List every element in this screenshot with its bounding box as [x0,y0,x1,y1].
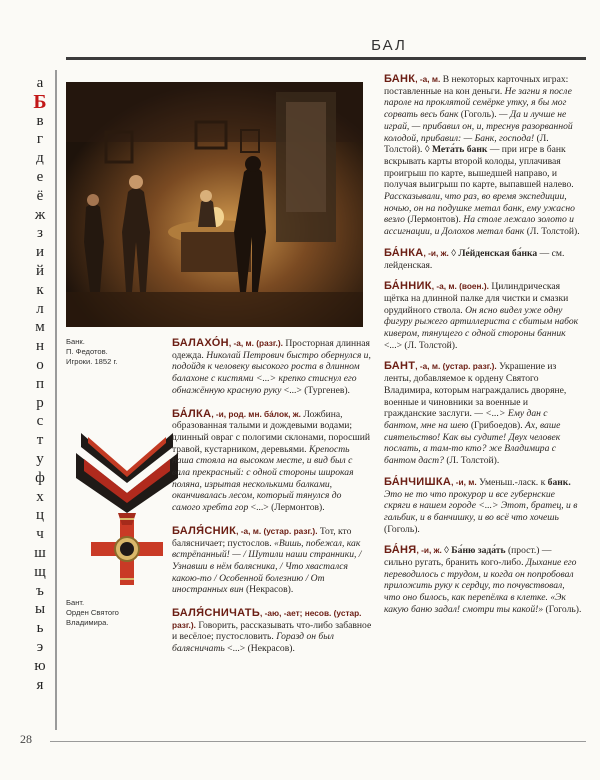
alphabet-letter: ч [36,526,44,543]
painting-caption [66,337,161,367]
entry-source: (Гоголь). [384,523,420,535]
order-of-saint-vladimir-image [66,433,188,593]
entry-grammar: , -и, м. [451,476,477,487]
header-rule [66,57,586,60]
entry-banka [384,248,582,271]
entry-example: «Вишь, побежал, как встрёпанный! — / Шутили наши странники, / Узнавши в нём балясника, / Что хвастался какою-то / Особенной болезнию / От иностранных вин [172,537,362,596]
right-entry-column [384,74,582,623]
alphabet-letter: а [36,75,44,91]
entry-definition: Цилиндрическая щётка на длинной палке для чистки и смазки орудийного ствола. [384,281,569,316]
entry-source: <...> (Л. Толстой). [384,339,458,351]
entry-example: Рассказывали, что раз, во время экспедиции, ночью, он на подушке метал банк, ему ужасно везло [384,191,575,226]
entry-grammar: , -а, м. (воен.). [431,281,489,292]
alphabet-letter: и [35,244,45,261]
alphabet-letter: з [37,225,43,242]
entry-phrase-definition: — см. лейденская. [384,247,565,271]
entry-grammar: , -а, м. (устар. разг.). [236,525,318,536]
entry-headword: БА́НЧИШКА [384,475,452,488]
page-number: 28 [20,732,32,746]
entry-banya [384,545,582,615]
entry-example: Крепость наша стояла на высоком месте, и вид был с вала прекрасный: с одной стороны широкая поляна, изрытая несколькими балками, оканчивалась лесом, который тянулся до самого хребта гор [172,443,354,514]
entry-source: (Лермонтов). [407,214,461,226]
entry-example: Николай Петрович быстро обернулся и, подойдя к человеку высокого роста в длинном балахоне с кистями <...> крепко стиснул его обнажённую красную руку [172,349,371,396]
entry-headword: БАЛЯ́СНИЧАТЬ [172,607,261,620]
entry-example: Это не то что прокурор и все губернские скряги в нашем городе <...> Этот, братец, и в гальбик, и в банчишку, и во всё что хочешь [384,488,578,523]
entry-bannik [384,281,582,351]
entry-headword: БАНК [384,73,416,85]
alphabet-letter: л [36,300,44,317]
alphabet-letter: ц [35,507,45,524]
entry-grammar: , -аю, -ает; несов. (устар. разг.). [172,608,362,630]
entry-headword: БА́НЯ [384,544,417,557]
entry-example: Горазд он был балясничать [172,631,334,655]
entry-source: (Некрасов). [245,584,294,596]
entry-balyasnik [172,526,372,596]
entry-cross-reference: банк. [547,476,571,488]
painting-caption-author: П. Федотов. [66,347,108,356]
entry-balakhon [172,338,372,397]
alphabet-letter: о [36,356,44,373]
entry-source: <...> (Лермонтов). [250,502,325,514]
alphabet-letter: ш [34,544,46,561]
entry-headword: БА́ННИК [384,280,432,293]
alphabet-letter: й [35,262,45,279]
order-caption-line1: Орден Святого [66,608,119,617]
alphabet-letter: ы [34,601,46,618]
alphabet-letter: ф [35,469,45,486]
alphabet-letter: ь [36,620,44,637]
alphabet-letter: м [35,319,45,336]
entry-banchishka [384,477,582,536]
entry-definition: Уменьш.-ласк. к [479,476,546,488]
alphabet-letter: ё [36,187,44,204]
footer-rule [50,741,586,742]
alphabet-letter: п [35,375,45,392]
alphabet-letter: Б [33,90,47,113]
entry-example: — Да и лучше не играй, — прибавил он, и, треснув разорванной колодой, прибавил: — Банк, господа! [384,109,573,144]
entry-grammar: , -а, м. [415,74,441,84]
entry-headword: БАЛЯ́СНИК [172,524,237,537]
alphabet-letter: у [36,450,44,467]
entry-example: Он ясно видел уже одну фигуру рыжего артиллериста с сбитым набок кивером, тянущего с одной стороны банник [384,304,579,340]
entry-source: <...> (Тургенев). [283,384,350,396]
painting-caption-title: Банк. [66,337,85,346]
entry-headword: БА́ЛКА [172,407,212,420]
entry-balka [172,409,372,514]
alphabet-letter: к [36,281,44,298]
alphabet-letter: с [36,413,44,430]
entry-source: <...> (Некрасов). [227,643,295,655]
entry-headword: БАЛАХО́Н [172,337,229,349]
entry-phrase: ◊ Ле́йденская ба́нка [451,247,538,259]
entry-source: (Гоголь). [545,603,582,615]
alphabet-letter: я [36,676,44,693]
alphabet-divider [55,70,57,730]
running-head: БАЛ [371,37,407,54]
order-illustration [66,433,188,593]
order-caption [66,598,161,628]
entry-grammar: , -а, м. (устар. разг.). [415,361,497,372]
entry-source: (Л. Толстой). [526,226,580,238]
entry-headword: БА́НКА [384,246,424,259]
entry-phrase-grammar: (прост.) [507,545,540,557]
entry-source: (Л. Толстой). [446,455,500,467]
painting-image [66,82,363,327]
entry-definition: Украшение из ленты, добавляемое к ордену Святого Владимира, которым награждались дворяне, военные и чиновники за военные и гражданские заслуги. [384,361,567,420]
entry-definition: Говорить, рассказывать что-либо забавное и весёлое; пустословить. [172,619,372,643]
entry-phrase: ◊ Ба́ню зада́ть [444,545,506,557]
alphabet-letter: в [36,112,44,129]
alphabet-letter: г [36,131,44,148]
entry-bant [384,361,582,466]
entry-definition: Ложбина, образованная талыми и дождевыми водами; длинный овраг с пологими склонами, поросший травой, кустарником, деревьями. [172,408,371,455]
entry-phrase-definition: — при игре в банк вскрывать карты второй колоды, уплачивая проигрыш по карте, вышедшей направо, и получая выигрыш по карте, выпавшей налево. [384,144,574,191]
order-caption-title: Бант. [66,598,85,607]
order-caption-line2: Владимира. [66,618,109,627]
entry-grammar: , -и, род. мн. ба́лок, ж. [211,408,301,419]
alphabet-letter: д [36,150,44,167]
painting-caption-work: Игроки. 1852 г. [66,357,118,366]
entry-grammar: , -и, ж. [416,545,442,556]
alphabet-index [28,74,52,694]
entry-example: — <...> Ему дан с бантом, мне на шею [384,408,548,431]
entry-balyasnichat [172,608,372,655]
left-entry-column [172,338,372,662]
entry-example: Не загни я после пароле на проклятой семёрке утку, я бы мог сорвать весь банк [384,85,572,121]
entry-example: Ах, ваше сиятельство! Как вы судите! Двух человек послать, а там-то кто? же Владимира с бантом даст? [384,419,561,467]
entry-headword: БАНТ [384,360,416,373]
entry-definition: Тот, кто балясничает; пустослов. [172,525,352,549]
entry-example: Дыхание его переводилось с трудом, и когда он попробовал приложить руку к сердцу, то почувствовал, что оно билось, как перепёлка в клетке. «Эк какую баню задал! смотри ты какой!» [384,557,577,615]
alphabet-letter: т [36,432,44,449]
entry-grammar: , -а, м. (разг.). [228,338,283,348]
alphabet-letter: х [36,488,44,505]
entry-source: (Грибоедов). [470,419,523,431]
alphabet-letter: ж [34,206,46,223]
entry-phrase-definition: — сильно ругать, бранить кого-либо. [384,545,552,569]
painting-illustration [66,82,363,327]
entry-example: На столе лежало золото и ассигнации, и Долохов метал банк [384,214,574,238]
alphabet-letter: э [36,638,44,655]
alphabet-letter: е [36,168,44,185]
entry-grammar: , -и, ж. [423,247,449,258]
alphabet-letter: щ [34,563,46,580]
entry-definition: Просторная длинная одежда. [172,338,370,361]
entry-source: (Л. Толстой). [384,132,549,156]
alphabet-letter: р [36,394,44,411]
alphabet-letter: н [35,338,45,355]
entry-definition: В некоторых карточных играх: поставленные на кон деньги. [384,74,569,97]
entry-bank [384,74,582,238]
alphabet-letter: ю [34,657,46,674]
alphabet-letter: ъ [36,582,44,599]
entry-phrase: ◊ Мета́ть банк [424,144,488,156]
entry-source: (Гоголь). [460,109,497,121]
